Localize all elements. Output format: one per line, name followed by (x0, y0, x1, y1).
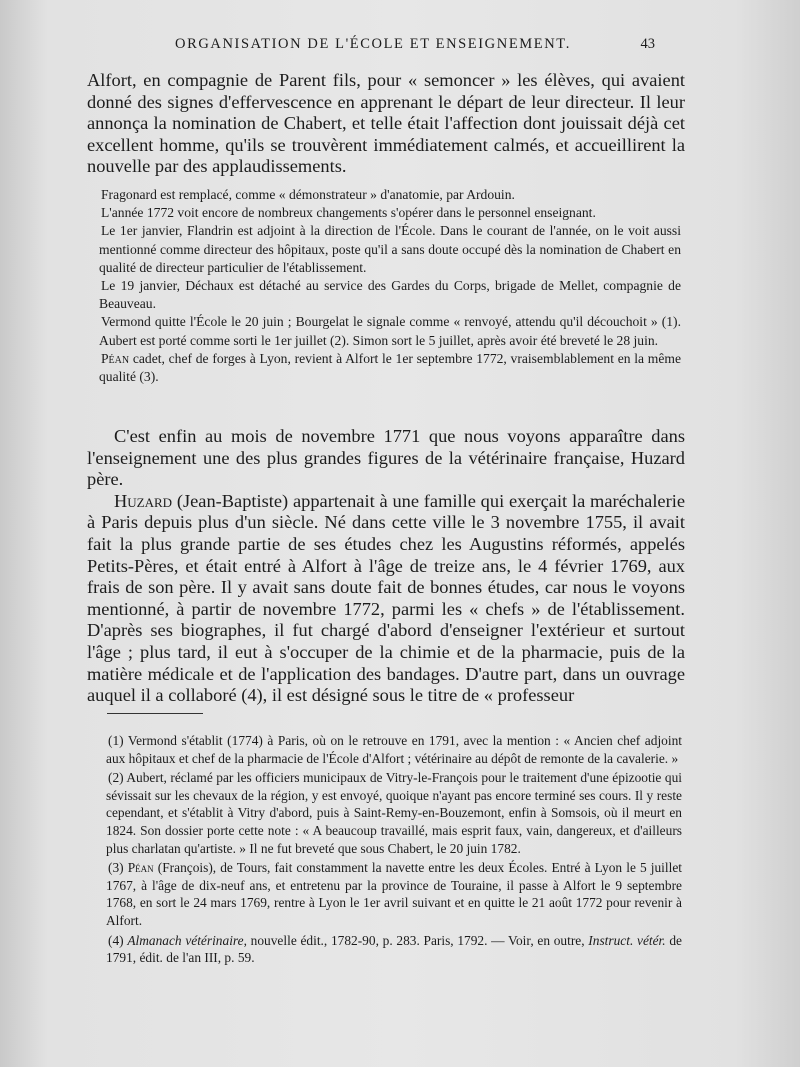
footnote-3-number: (3) (108, 860, 128, 876)
paragraph-huzard-bio (87, 491, 685, 707)
paragraph-continuation: Alfort, en compagnie de Parent fils, pour « semoncer » les élèves, qui avaient donné des signes d'effervescence en apprenant le départ de leur directeur. Il leur annonça la nomination de Chabert, et telle était l'affection dont jouissait déjà cet excellent homme, qu'ils se trouvèrent immédiatement calmés, et accueillirent la nouvelle par des applaudissements. (87, 70, 685, 177)
small-print-block (99, 186, 681, 386)
small-paragraph-pean (99, 350, 681, 386)
paragraph-huzard-intro: C'est enfin au mois de novembre 1771 que nous voyons apparaître dans l'enseignement une des plus grandes figures de la vétérinaire française, Huzard père. (87, 426, 685, 490)
name-huzard: Huzard (114, 490, 173, 511)
small-paragraph-fragonard: Fragonard est remplacé, comme « démonstrateur » d'anatomie, par Ardouin. (101, 187, 515, 202)
footnotes (106, 732, 682, 969)
small-paragraph-flandrin: Le 1er janvier, Flandrin est adjoint à la direction de l'École. Dans le courant de l'année, on le voit aussi mentionné comme directeur des hôpitaux, poste qu'il a sans doute occupé dès la nomination de Chabert en qualité de directeur particulier de l'établissement. (99, 223, 681, 275)
small-paragraph-vermond: Vermond quitte l'École le 20 juin ; Bourgelat le signale comme « renvoyé, attendu qu'il découchoit » (1). Aubert est porté comme sorti le 1er juillet (2). Simon sort le 5 juillet, après avoir été breveté le 28 juin. (99, 314, 681, 348)
footnote-3 (106, 859, 682, 929)
main-text-top (87, 70, 685, 178)
footnote-4 (106, 932, 682, 967)
running-title: ORGANISATION DE L'ÉCOLE ET ENSEIGNEMENT. (175, 36, 571, 52)
pean-text: cadet, chef de forges à Lyon, revient à Alfort le 1er septembre 1772, vraisemblablement en la même qualité (3). (99, 350, 681, 385)
footnote-4-mid: , nouvelle édit., 1782-90, p. 283. Paris, 1792. — Voir, en outre, (243, 932, 589, 948)
footnote-4-number: (4) (108, 932, 128, 948)
footnote-2: (2) Aubert, réclamé par les officiers municipaux de Vitry-le-François pour le traitement d'une épizootie qui sévissait sur les chevaux de la région, y est envoyé, quoique n'ayant pas encore terminé ses cours. Il y reste cependant, et s'établit à Vitry d'abord, puis à Saint-Remy-en-Bouzemont, enfin à Somsois, où il meurt en 1824. Son dossier porte cette note : « A beaucoup travaillé, mais esprit faux, vain, dangereux, et d'ailleurs plus charlatan qu'artiste. » Il ne fut breveté que sous Chabert, le 20 juin 1782. (106, 770, 682, 856)
name-pean: Péan (101, 350, 130, 366)
main-text-huzard (87, 426, 685, 707)
footnote-4-end: de 1791, édit. de l'an III, p. 59. (106, 932, 682, 966)
page-number: 43 (640, 36, 655, 52)
small-paragraph-1772: L'année 1772 voit encore de nombreux changements s'opérer dans le personnel enseignant. (101, 205, 596, 221)
footnote-rule (107, 713, 203, 714)
small-paragraph-dechaux: Le 19 janvier, Déchaux est détaché au service des Gardes du Corps, brigade de Mellet, compagnie de Beauveau. (99, 278, 681, 312)
huzard-bio-text: (Jean-Baptiste) appartenait à une famille qui exerçait la maréchalerie à Paris depuis plus d'un siècle. Né dans cette ville le 3 novembre 1755, il avait fait la plus grande partie de ses études chez les Augustins réformés, appelés Petits-Pères, et était entré à Alfort à l'âge de treize ans, le 4 février 1769, aux frais de son père. Il y avait sans doute fait de bonnes études, car nous le voyons mentionné, à partir de novembre 1772, parmi les « chefs » de l'établissement. D'après ses biographes, il fut chargé d'abord d'enseigner l'extérieur et surtout l'âge ; plus tard, il eut à s'occuper de la chimie et de la pharmacie, puis de la matière médicale et de l'application des bandages. D'autre part, dans un ouvrage auquel il a collaboré (4), il est désigné sous le titre de « professeur (87, 490, 685, 706)
footnote-4-title-2: Instruct. vétér. (588, 932, 666, 948)
footnote-1: (1) Vermond s'établit (1774) à Paris, où on le retrouve en 1791, avec la mention : « Ancien chef adjoint aux hôpitaux et chef de la pharmacie de l'École d'Alfort ; vétérinaire au dépôt de remonte de la cavalerie. » (106, 733, 682, 766)
footnote-4-title: Almanach vétérinaire (127, 932, 244, 948)
footnote-3-name: Péan (127, 860, 154, 876)
footnote-3-text: (François), de Tours, fait constamment la navette entre les deux Écoles. Entré à Lyon le 5 juillet 1767, à l'âge de dix-neuf ans, et entretenu par la province de Touraine, il passe à Alfort le 9 septembre 1768, en sort le 24 mars 1769, rentre à Lyon le 1er avril suivant et en quitte le 21 août 1772 pour revenir à Alfort. (106, 860, 683, 928)
